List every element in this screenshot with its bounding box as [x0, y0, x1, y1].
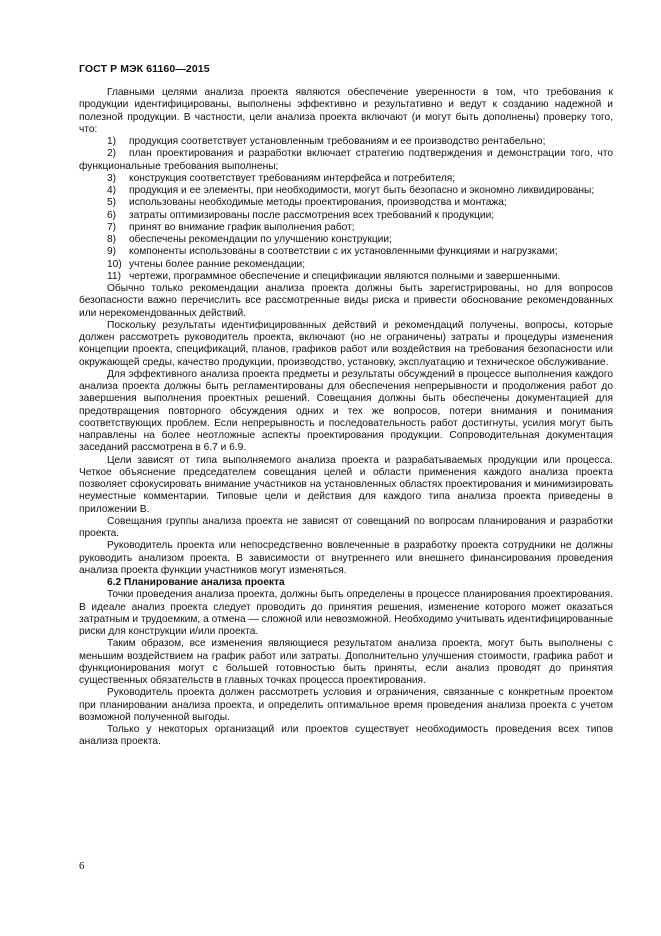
- body-paragraph: Обычно только рекомендации анализа проекта должны быть зарегистрированы, но для вопросов безопасности важно перечислить все рассмотренные виды риска и привести обоснование рекомендованных или нерекомендованных действий.: [79, 283, 613, 319]
- list-item-number: 7): [107, 221, 117, 233]
- body-paragraph: Таким образом, все изменения являющиеся результатом анализа проекта, могут быть выполнены с меньшим воздействием на график работ или затраты. Дополнительно улучшения стоимости, графика работ и функционирования могут с большей готовностью быть приняты, если анализ проводят до принятия существенных обязательств в главных точках процесса проектирования.: [79, 638, 613, 686]
- list-item-text: использованы необходимые методы проектирования, производства и монтажа;: [129, 197, 507, 209]
- list-item-number: 4): [107, 185, 117, 196]
- list-item: [79, 185, 613, 197]
- body-paragraph: Совещания группы анализа проекта не зависят от совещаний по вопросам планирования и разработки проекта.: [79, 515, 613, 539]
- list-item-text: чертежи, программное обеспечение и спецификации являются полными и завершенными.: [129, 270, 561, 282]
- list-item: [79, 148, 613, 173]
- list-item-text: принят во внимание график выполнения работ;: [129, 221, 355, 233]
- list-item: [79, 259, 613, 271]
- list-item-text: продукция и ее элементы, при необходимости, могут быть безопасно и экономно ликвидированы;: [129, 185, 595, 196]
- list-item: [79, 197, 613, 209]
- list-item-text: продукция соответствует установленным требованиям и ее производство рентабельно;: [129, 136, 546, 147]
- body-paragraph: Руководитель проекта или непосредственно вовлеченные в разработку проекта сотрудники не должны руководить анализом проекта. В зависимости от внутреннего или внешнего финансирования проведения анализа проекта функции участников могут изменяться.: [79, 540, 613, 576]
- list-item-number: 6): [107, 209, 117, 221]
- list-item: [79, 246, 613, 258]
- list-item-text: план проектирования и разработки включает стратегию подтверждения и демонстрации того, что функциональные требования выполнены;: [79, 148, 613, 172]
- list-item-number: 11): [107, 270, 121, 282]
- list-item-number: 1): [107, 136, 117, 147]
- list-item-text: обеспечены рекомендации по улучшению конструкции;: [129, 234, 392, 245]
- list-item-text: конструкция соответствует требованиям интерфейса и потребителя;: [129, 172, 456, 184]
- body-paragraph: Только у некоторых организаций или проектов существует необходимость проведения всех типов анализа проекта.: [79, 724, 613, 748]
- list-item: [79, 136, 613, 148]
- list-item-number: 5): [107, 197, 117, 209]
- standard-header: ГОСТ Р МЭК 61160—2015: [79, 63, 210, 75]
- list-item-number: 10): [107, 258, 122, 270]
- list-item-number: 9): [107, 246, 117, 258]
- body-paragraph: Цели зависят от типа выполняемого анализа проекта и разрабатываемых продукции или процесса. Четкое объяснение председателем совещания целей и области применения каждого анализа проекта позволяет сфокусировать внимание участников на установленных областях проектирования и минимизировать неуместные комментарии. Типовые цели и действия для каждого типа анализа проекта приведены в приложении В.: [79, 454, 613, 515]
- list-item-number: 2): [107, 148, 117, 160]
- requirements-list: [79, 136, 613, 283]
- list-item-number: 8): [107, 234, 117, 245]
- section-heading: 6.2 Планирование анализа проекта: [107, 577, 285, 588]
- body-paragraph: Для эффективного анализа проекта предметы и результаты обсуждений в процессе выполнения каждого анализа проекта должны быть регламентированы для обеспечения непрерывности и продолжения работ до завершения выполнения проектных решений. Совещания должны быть обеспечены документацией для предотвращения повторного обсуждения одних и тех же вопросов, потери внимания и понимания соответствующих проблем. Если непрерывность и последовательность работ достигнуты, усилия могут быть направлены на более неотложные аспекты проектирования продукции. Сопроводительная документация заседаний рассмотрена в 6.7 и 6.9.: [79, 368, 613, 454]
- page-number: 6: [79, 860, 85, 872]
- body-paragraph: Точки проведения анализа проекта, должны быть определены в процессе планирования проектирования. В идеале анализ проекта следует проводить до принятия решения, изменение которого может оказаться затратным и трудоемким, а отмена — сложной или невозможной. Необходимо учитывать идентифицированные риски для конструкции и/или проекта.: [79, 589, 613, 637]
- intro-paragraph: Главными целями анализа проекта являются обеспечение уверенности в том, что требования к продукции идентифицированы, выполнены эффективно и результативно и ведут к созданию надежной и полезной продукции. В частности, цели анализа проекта включают (и могут быть дополнены) проверку того, что:: [79, 87, 613, 135]
- list-item-text: затраты оптимизированы после рассмотрения всех требований к продукции;: [129, 209, 495, 221]
- list-item-text: учтены более ранние рекомендации;: [129, 258, 306, 270]
- list-item: [79, 234, 613, 246]
- document-body: [79, 87, 613, 749]
- list-item-text: компоненты использованы в соответствии с их установленными функциями и нагрузками;: [129, 246, 558, 258]
- list-item-number: 3): [107, 172, 117, 184]
- list-item: [79, 173, 613, 185]
- body-paragraph: Поскольку результаты идентифицированных действий и рекомендаций получены, вопросы, которые должен рассмотреть руководитель проекта, включают (но не ограничены) затраты и процедуры изменения концепции проекта, спецификаций, планов, графиков работ или воздействия на требования безопасности или окружающей среды, качество продукции, производство, установку, эксплуатацию и техническое обслуживание.: [79, 319, 613, 368]
- list-item: [79, 210, 613, 222]
- body-paragraph: Руководитель проекта должен рассмотреть условия и ограничения, связанные с конкретным проектом при планировании анализа проекта, и определить оптимальное время проведения анализа проекта с учетом возможной полученной выгоды.: [79, 687, 613, 723]
- list-item: [79, 271, 613, 283]
- list-item: [79, 222, 613, 234]
